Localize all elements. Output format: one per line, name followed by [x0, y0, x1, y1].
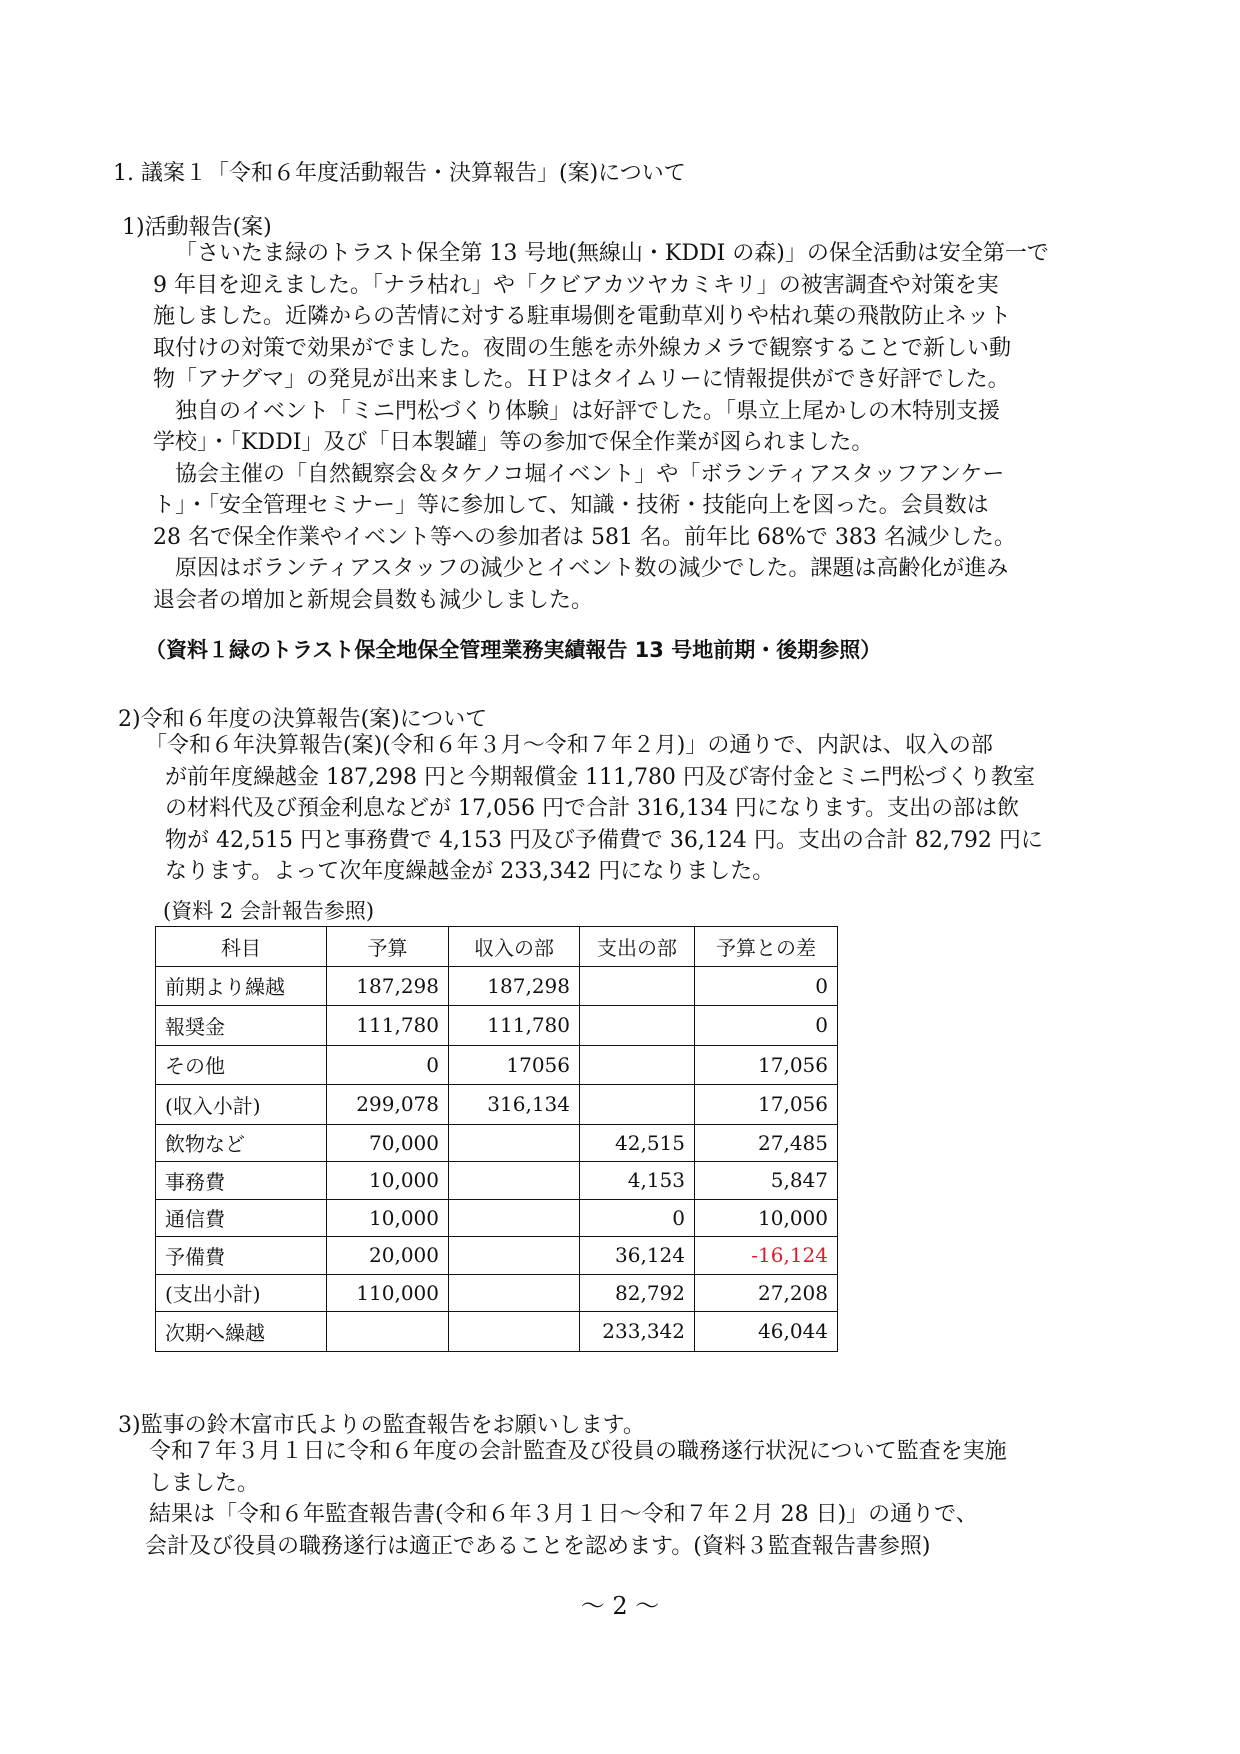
table-row [156, 1162, 838, 1200]
table-row-label: 飲物など [156, 1124, 327, 1162]
table-cell [449, 1274, 580, 1312]
table-cell: 0 [695, 1006, 838, 1046]
table-cell: 111,780 [327, 1006, 449, 1046]
table-cell [580, 966, 695, 1006]
table-cell: 187,298 [327, 966, 449, 1006]
table-row [156, 1124, 838, 1162]
table-cell: 17,056 [695, 1045, 838, 1085]
table-cell: 4,153 [580, 1162, 695, 1200]
table-header-cell: 支出の部 [580, 927, 695, 967]
table-body [156, 966, 838, 1351]
table-cell: 110,000 [327, 1274, 449, 1312]
table-cell [449, 1124, 580, 1162]
activity-line: 協会主催の「自然観察会＆タケノコ堀イベント」や「ボランティアスタッフアンケー [175, 461, 1005, 487]
page-number: ～ 2 ～ [580, 1592, 660, 1620]
audit-body [145, 1436, 1007, 1562]
table-row [156, 966, 838, 1006]
table-header-cell: 予算 [327, 927, 449, 967]
table-cell: 17056 [449, 1045, 580, 1085]
table-cell: 27,485 [695, 1124, 838, 1162]
table-row-label: (収入小計) [156, 1085, 327, 1125]
table-cell [580, 1085, 695, 1125]
activity-line: 学校」・「KDDI」及び「日本製罐」等の参加で保全作業が図られました。 [153, 430, 874, 455]
settlement-line: の材料代及び預金利息などが 17,056 円で合計 316,134 円になります。支出の部は飲 [165, 796, 1020, 821]
table-row [156, 1312, 838, 1352]
section-heading: 1. 議案１「令和６年度活動報告・決算報告」(案)について [113, 161, 686, 186]
table-row-label: 次期へ繰越 [156, 1312, 327, 1352]
table-cell: 42,515 [580, 1124, 695, 1162]
activity-line: 物「アナグマ」の発見が出来ました。ＨＰはタイムリーに情報提供ができ好評でした。 [153, 367, 1010, 392]
table-cell [449, 1312, 580, 1352]
table-cell [449, 1237, 580, 1275]
table-header-row [156, 927, 838, 967]
audit-line: 会計及び役員の職務遂行は適正であることを認めます。(資料３監査報告書参照) [145, 1533, 931, 1559]
table-row-label: 事務費 [156, 1162, 327, 1200]
activity-line: 原因はボランティアスタッフの減少とイベント数の減少でした。課題は高齢化が進み [175, 556, 1009, 581]
activity-line: 9 年目を迎えました。「ナラ枯れ」や「クビアカツヤカミキリ」の被害調査や対策を実 [153, 272, 999, 298]
activity-line: 独自のイベント「ミニ門松づくり体験」は好評でした。「県立上尾かしの木特別支援 [175, 398, 1001, 424]
settlement-line: なります。よって次年度繰越金が 233,342 円になりました。 [165, 859, 775, 884]
table-cell [449, 1199, 580, 1237]
table-cell: 299,078 [327, 1085, 449, 1125]
table-cell [327, 1312, 449, 1352]
table-cell: 111,780 [449, 1006, 580, 1046]
table-row-label: 予備費 [156, 1237, 327, 1275]
table-cell: 5,847 [695, 1162, 838, 1200]
table-cell: 233,342 [580, 1312, 695, 1352]
activity-heading: 1)活動報告(案) [122, 215, 272, 240]
table-cell: 0 [580, 1199, 695, 1237]
audit-line: 結果は「令和６年監査報告書(令和６年３月１日～令和７年２月 28 日)」の通りで、 [149, 1502, 978, 1527]
table-row [156, 1199, 838, 1237]
activity-line: 「さいたま緑のトラスト保全第 13 号地(無線山・KDDI の森)」の保全活動は安全第一で [175, 241, 1049, 266]
table-cell [449, 1162, 580, 1200]
settlement-line: が前年度繰越金 187,298 円と今期報償金 111,780 円及び寄付金とミニ門松づくり教室 [165, 764, 1035, 790]
settlement-heading: 2)令和６年度の決算報告(案)について [118, 707, 488, 732]
table-row [156, 1045, 838, 1085]
table-cell: 27,208 [695, 1274, 838, 1312]
table-row [156, 1085, 838, 1125]
audit-line: しました。 [149, 1470, 260, 1496]
activity-line: 28 名で保全作業やイベント等への参加者は 581 名。前年比 68%で 383 名減少した。 [153, 524, 1016, 550]
table-cell [580, 1045, 695, 1085]
settlement-line: 物が 42,515 円と事務費で 4,153 円及び予備費で 36,124 円。支出の合計 82,792 円に [165, 827, 1043, 853]
table-cell [580, 1006, 695, 1046]
table-cell: 187,298 [449, 966, 580, 1006]
table-row-label: 前期より繰越 [156, 966, 327, 1006]
table-cell: 20,000 [327, 1237, 449, 1275]
settlement-reference: (資料 2 会計報告参照) [163, 899, 375, 923]
activity-line: 退会者の増加と新規会員数も減少しました。 [153, 587, 594, 613]
table-row [156, 1237, 838, 1275]
table-cell: 10,000 [327, 1199, 449, 1237]
settlement-line: 「令和６年決算報告(案)(令和６年３月～令和７年２月)」の通りで、内訳は、収入の部 [145, 733, 993, 758]
table-cell: 0 [695, 966, 838, 1006]
table-cell: 82,792 [580, 1274, 695, 1312]
table-cell: 70,000 [327, 1124, 449, 1162]
table-header-cell: 予算との差 [695, 927, 838, 967]
activity-line: ト」・「安全管理セミナー」等に参加して、知識・技術・技能向上を図った。会員数は [153, 493, 989, 518]
activity-body [153, 238, 1049, 616]
activity-line: 取付けの対策で効果がでました。夜間の生態を赤外線カメラで観察することで新しい動 [153, 335, 1012, 361]
table-header-cell: 科目 [156, 927, 327, 967]
audit-heading: 3)監事の鈴木富市氏よりの監査報告をお願いします。 [118, 1413, 645, 1438]
table-row-label: その他 [156, 1045, 327, 1085]
settlement-body [145, 730, 1043, 888]
table-cell: 316,134 [449, 1085, 580, 1125]
activity-reference: （資料１緑のトラスト保全地保全管理業務実績報告 13 号地前期・後期参照） [145, 638, 882, 662]
table-cell: 17,056 [695, 1085, 838, 1125]
table-cell: 46,044 [695, 1312, 838, 1352]
table-cell: 10,000 [695, 1199, 838, 1237]
activity-line: 施しました。近隣からの苦情に対する駐車場側を電動草刈りや枯れ葉の飛散防止ネット [153, 304, 1012, 329]
audit-line: 令和７年３月１日に令和６年度の会計監査及び役員の職務遂行状況について監査を実施 [149, 1439, 1007, 1464]
table-row-label: 通信費 [156, 1199, 327, 1237]
table-cell: -16,124 [695, 1237, 838, 1275]
settlement-table [155, 926, 838, 1352]
table-row [156, 1006, 838, 1046]
table-row-label: 報奨金 [156, 1006, 327, 1046]
table-cell: 10,000 [327, 1162, 449, 1200]
table-row [156, 1274, 838, 1312]
table-cell: 0 [327, 1045, 449, 1085]
table-row-label: (支出小計) [156, 1274, 327, 1312]
table-header-cell: 収入の部 [449, 927, 580, 967]
table-cell: 36,124 [580, 1237, 695, 1275]
